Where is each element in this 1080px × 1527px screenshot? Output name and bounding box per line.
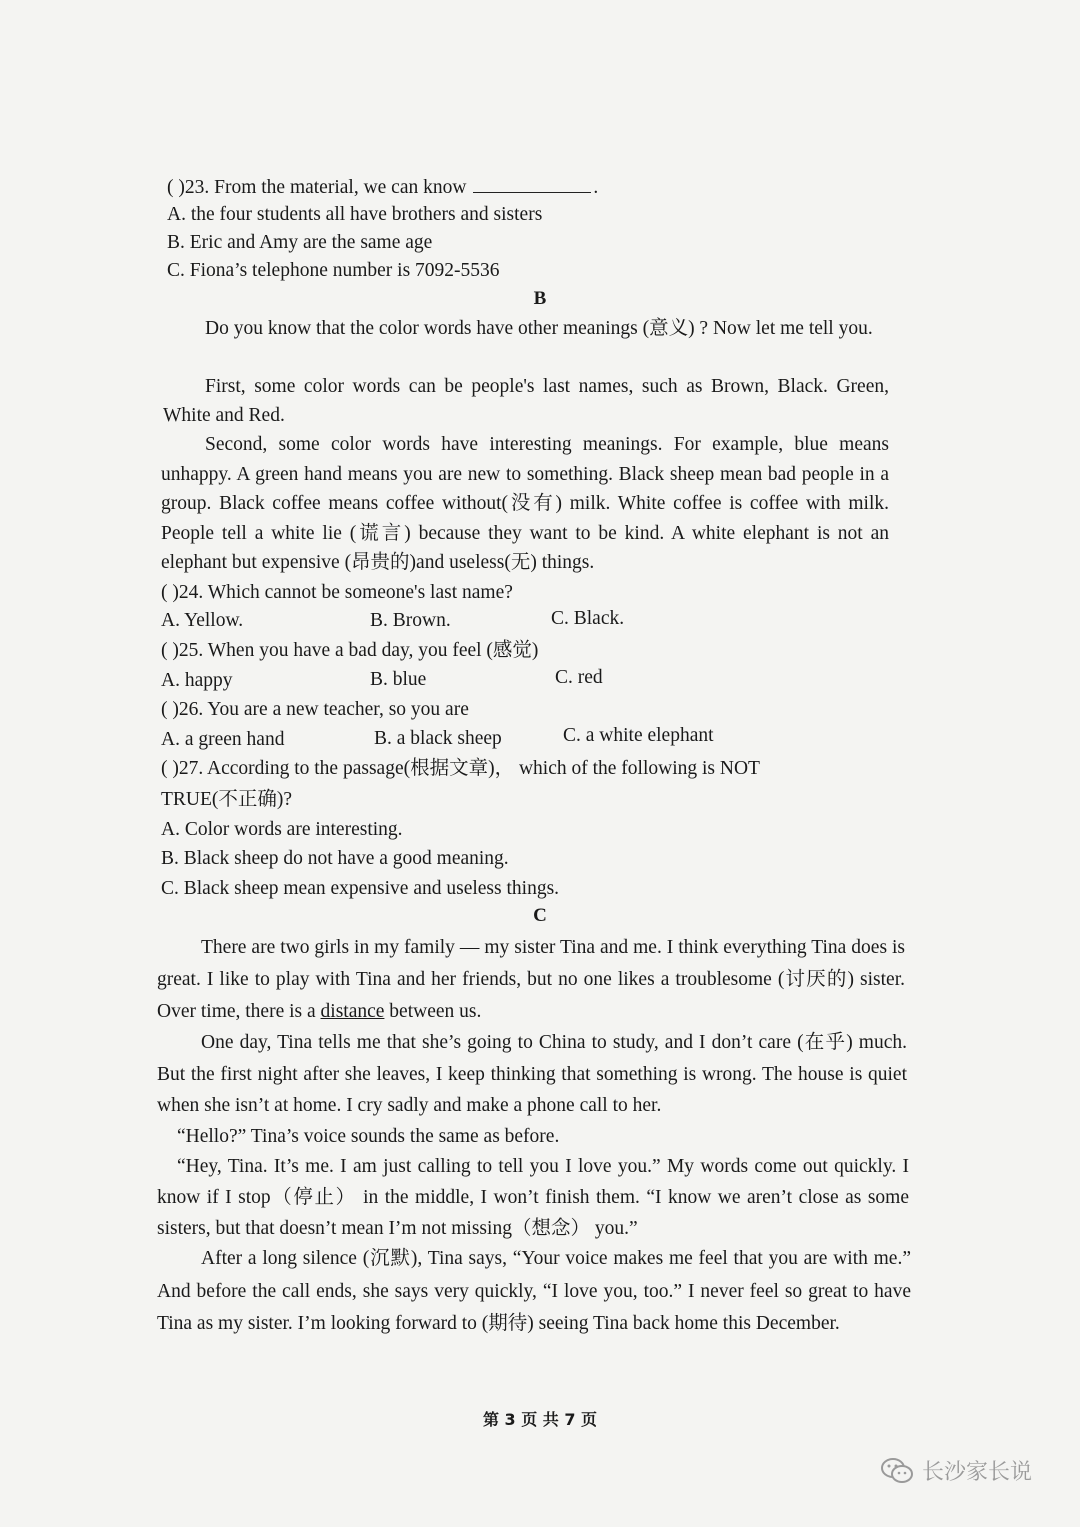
page-footer: 第 3 页 共 7 页	[482, 1410, 598, 1429]
q23-option-b: B. Eric and Amy are the same age	[167, 232, 433, 253]
section-b-paragraph-2: First, some color words can be people's last names, such as Brown, Black. Green, White and Red.	[163, 376, 889, 426]
section-c-heading: C	[533, 905, 547, 926]
watermark-text: 长沙家长说	[922, 1460, 1033, 1485]
q24-option-c: C. Black.	[551, 608, 625, 629]
q27-stem-line-1: ( )27. According to the passage(根据文章)， which of the following is NOT	[161, 758, 760, 779]
q25-option-c: C. red	[555, 667, 603, 688]
q23-option-c: C. Fiona’s telephone number is 7092-5536	[167, 260, 500, 281]
section-c-paragraph-1	[157, 932, 905, 1028]
p1-text-end: between us.	[384, 1001, 482, 1022]
q24-stem: ( )24. Which cannot be someone's last name?	[161, 582, 513, 603]
q23-stem-end: .	[593, 177, 599, 198]
section-c-paragraph-4: “Hey, Tina. It’s me. I am just calling to tell you I love you.” My words come out quickly. I know if I stop（停止） in the middle, I won’t finish them. “I know we aren’t close as some sisters, but that doesn’t mean I’m not missing（想念） you.”	[157, 1156, 909, 1239]
q27-option-b: B. Black sheep do not have a good meaning.	[161, 848, 509, 869]
q24-option-b: B. Brown.	[370, 610, 451, 631]
underlined-word-distance: distance	[320, 1001, 385, 1022]
answer-blank	[473, 174, 591, 193]
q27-option-c: C. Black sheep mean expensive and useless things.	[161, 878, 560, 899]
wechat-icon	[880, 1456, 914, 1486]
section-c-paragraph-3: “Hello?” Tina’s voice sounds the same as before.	[177, 1126, 560, 1147]
q25-stem: ( )25. When you have a bad day, you feel (感觉)	[161, 640, 539, 661]
q27-option-a: A. Color words are interesting.	[161, 819, 403, 840]
section-b-heading: B	[533, 288, 547, 309]
q23-stem	[167, 174, 598, 201]
q25-option-b: B. blue	[370, 669, 427, 690]
p1-text-start: There are two girls in my family — my sister Tina and me. I think everything Tina does is great. I like to play with Tina and her friends, but no one likes a troublesome (讨厌的) sister. Over time, there is a	[157, 937, 905, 1022]
section-c-paragraph-5: After a long silence (沉默), Tina says, “Your voice makes me feel that you are with me.” And before the call ends, she says very quickly, “I love you, too.” I never feel so great to have Tina as my sister. I’m looking forward to (期待) seeing Tina back home this December.	[157, 1248, 911, 1334]
section-b-paragraph-3: Second, some color words have interesting meanings. For example, blue means unhappy. A green hand means you are new to something. Black sheep mean bad people in a group. Black coffee means coffee without(没有) milk. White coffee is coffee with milk. People tell a white lie (谎言) because they want to be kind. A white elephant is not an elephant but expensive (昂贵的)and useless(无) things.	[161, 434, 889, 573]
section-c-paragraph-2: One day, Tina tells me that she’s going to China to study, and I don’t care (在乎) much. But the first night after she leaves, I keep thinking that something is wrong. The house is quiet when she isn’t at home. I cry sadly and make a phone call to her.	[157, 1032, 907, 1116]
watermark	[880, 1455, 1032, 1486]
q26-option-c: C. a white elephant	[563, 725, 714, 746]
q26-option-b: B. a black sheep	[374, 728, 502, 749]
q26-option-a: A. a green hand	[161, 729, 285, 750]
q25-option-a: A. happy	[161, 670, 233, 691]
q27-stem-line-2: TRUE(不正确)?	[161, 789, 293, 810]
q23-option-a: A. the four students all have brothers and sisters	[167, 204, 543, 225]
q24-option-a: A. Yellow.	[161, 610, 244, 631]
q23-stem-text: ( )23. From the material, we can know	[167, 177, 467, 198]
q26-stem: ( )26. You are a new teacher, so you are	[161, 699, 469, 720]
section-b-paragraph-1: Do you know that the color words have other meanings (意义) ? Now let me tell you.	[205, 318, 873, 339]
